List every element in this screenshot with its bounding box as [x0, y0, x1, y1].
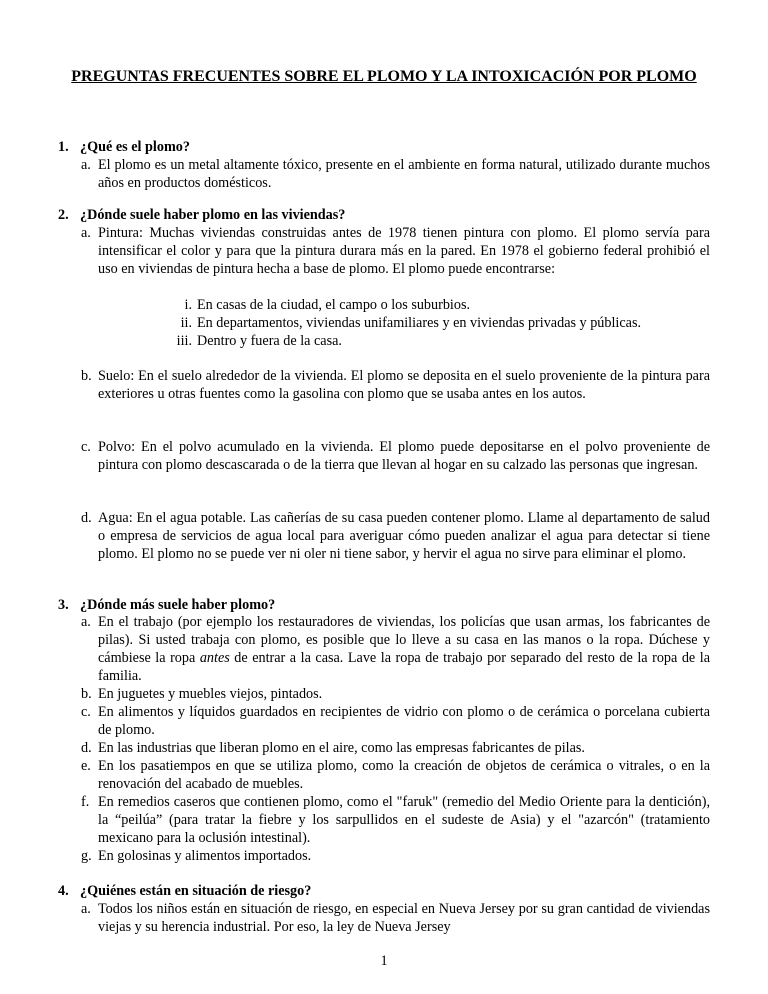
answer-text: En los pasatiempos en que se utiliza plomo, como la creación de objetos de cerámica o vitrales, o en la renovación del acabado de muebles.: [98, 758, 710, 792]
answer-text: Agua: En el agua potable. Las cañerías de su casa pueden contener plomo. Llame al departamento de salud o empresa de servicios de agua local para averiguar cómo pueden analizar el agua para detectar si tiene plomo. El plomo no se puede ver ni oler ni tiene sabor, y hervir el agua no sirve para eliminar el plomo.: [98, 510, 710, 562]
sub-item-number: iii.: [176, 333, 192, 349]
answer-text: El plomo es un metal altamente tóxico, presente en el ambiente en forma natural, utilizado durante muchos años en productos domésticos.: [98, 157, 710, 191]
answer-letter: c.: [81, 439, 91, 455]
answer-letter: a.: [81, 225, 91, 241]
answer-letter: d.: [81, 740, 92, 756]
question-text: ¿Dónde más suele haber plomo?: [80, 597, 276, 613]
question-2: [58, 206, 710, 224]
answer-letter: b.: [81, 686, 92, 702]
answer-3b: [81, 685, 710, 703]
answer-letter: f.: [81, 794, 90, 810]
answer-letter: a.: [81, 614, 91, 630]
answer-text: En golosinas y alimentos importados.: [98, 848, 312, 864]
answer-text: En las industrias que liberan plomo en el aire, como las empresas fabricantes de pilas.: [98, 740, 585, 756]
sub-item-number: i.: [184, 297, 192, 313]
answer-text: En alimentos y líquidos guardados en recipientes de vidrio con plomo o de cerámica o porcelana cubierta de plomo.: [98, 704, 710, 738]
sub-item-text: En departamentos, viviendas unifamiliares y en viviendas privadas y públicas.: [197, 315, 642, 331]
question-number: 2.: [58, 207, 69, 223]
sub-item-iii: [176, 332, 710, 350]
answer-letter: b.: [81, 368, 92, 384]
question-text: ¿Quiénes están en situación de riesgo?: [80, 883, 312, 899]
answer-emphasis: antes: [199, 650, 230, 666]
answer-text: Suelo: En el suelo alrededor de la vivienda. El plomo se deposita en el suelo proveniente de la pintura para exteriores u otras fuentes como la gasolina con plomo que se usaba antes en los autos.: [98, 368, 710, 402]
sub-item-text: En casas de la ciudad, el campo o los suburbios.: [197, 297, 471, 313]
answer-4a: [81, 900, 710, 936]
sub-item-text: Dentro y fuera de la casa.: [197, 333, 342, 349]
answer-text-part: de entrar a la casa. Lave la ropa de trabajo por separado del resto de la ropa de la familia.: [98, 650, 710, 684]
question-number: 3.: [58, 597, 69, 613]
question-number: 4.: [58, 883, 69, 899]
answer-3g: [81, 847, 710, 865]
question-number: 1.: [58, 139, 69, 155]
sub-item-number: ii.: [180, 315, 192, 331]
document-title: PREGUNTAS FRECUENTES SOBRE EL PLOMO Y LA INTOXICACIÓN POR PLOMO: [71, 68, 697, 85]
question-3: [58, 596, 710, 614]
sub-item-ii: [180, 314, 710, 332]
answer-letter: a.: [81, 901, 91, 917]
page-number: 1: [380, 953, 388, 969]
answer-letter: g.: [81, 848, 92, 864]
answer-3c: [81, 703, 710, 739]
answer-letter: e.: [81, 758, 91, 774]
answer-letter: c.: [81, 704, 91, 720]
answer-3f: [81, 793, 710, 847]
answer-2c: [81, 438, 710, 474]
answer-3d: [81, 739, 710, 757]
answer-letter: a.: [81, 157, 91, 173]
answer-text: Polvo: En el polvo acumulado en la vivienda. El plomo puede depositarse en el polvo proveniente de pintura con plomo descascarada o de la tierra que llevan al hogar en su calzado las personas que ingresan.: [98, 439, 710, 473]
question-4: [58, 882, 710, 900]
question-text: ¿Dónde suele haber plomo en las viviendas?: [80, 207, 346, 223]
sub-item-i: [184, 296, 710, 314]
answer-text: En remedios caseros que contienen plomo, como el "faruk" (remedio del Medio Oriente para la dentición), la “peilúa” (para tratar la fiebre y los sarpullidos en el sudeste de Asia) y el "azarcón" (tratamiento mexicano para la oclusión intestinal).: [98, 794, 710, 846]
answer-text: Todos los niños están en situación de riesgo, en especial en Nueva Jersey por su gran cantidad de viviendas viejas y su herencia industrial. Por eso, la ley de Nueva Jersey: [98, 901, 710, 935]
question-text: ¿Qué es el plomo?: [80, 139, 190, 155]
answer-2d: [81, 509, 710, 563]
answer-3a: [81, 613, 710, 685]
answer-1a: [81, 156, 710, 192]
answer-3e: [81, 757, 710, 793]
question-1: [58, 138, 710, 156]
answer-2b: [81, 367, 710, 403]
answer-2a: [81, 224, 710, 278]
answer-text: Pintura: Muchas viviendas construidas antes de 1978 tienen pintura con plomo. El plomo servía para intensificar el color y para que la pintura durara más en la pared. En 1978 el gobierno federal prohibió el uso en viviendas de pintura hecha a base de plomo. El plomo puede encontrarse:: [98, 225, 710, 277]
answer-letter: d.: [81, 510, 92, 526]
answer-text: En juguetes y muebles viejos, pintados.: [98, 686, 323, 702]
answer-text-part: En el trabajo (por ejemplo los restauradores de viviendas, los policías que usan armas, los fabricantes de pilas). Si usted trabaja con plomo, es posible que lo lleve a su casa en las manos o la ropa. Dúchese y cámbiese la ropa: [98, 614, 710, 666]
